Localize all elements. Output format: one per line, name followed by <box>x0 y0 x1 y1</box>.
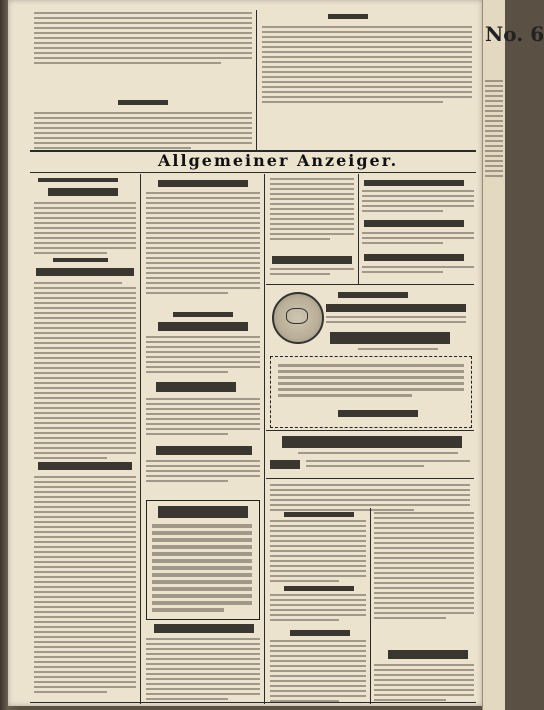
page-bottom-rule <box>30 702 476 703</box>
depot-city <box>358 348 438 353</box>
col2-heading-4 <box>154 624 254 633</box>
col2-ad-heading <box>158 506 248 518</box>
col1-text-2 <box>34 282 136 462</box>
ad-rule <box>266 430 474 431</box>
column-divider <box>264 174 265 704</box>
col1-text <box>34 202 136 257</box>
news-column-left-2 <box>34 112 252 152</box>
col2-text-2 <box>146 336 260 376</box>
company-seal-icon <box>272 292 324 344</box>
col2-ad-text <box>152 524 252 615</box>
col3-text-2 <box>270 268 354 278</box>
newspaper-page <box>8 0 482 706</box>
col3-table <box>270 640 366 705</box>
col4-heading-3 <box>364 254 464 261</box>
col3-text-3 <box>270 520 366 585</box>
extract-heading <box>282 436 462 448</box>
news-column-left <box>34 12 252 67</box>
col1-heading <box>38 178 118 182</box>
col3-text-4 <box>270 594 366 624</box>
col3-heading-4 <box>290 630 350 636</box>
column-divider <box>358 174 359 284</box>
depot-heading <box>338 292 408 298</box>
wide-ad-text <box>278 364 464 400</box>
col3-heading-2 <box>284 512 354 517</box>
col2-text-4 <box>146 460 260 485</box>
col4-text <box>362 190 474 215</box>
col4-text-5 <box>374 664 474 704</box>
next-page-text <box>485 80 503 180</box>
col3-heading-3 <box>284 586 354 591</box>
col4-text-3 <box>362 266 474 276</box>
col2-heading <box>158 180 248 187</box>
depot-name <box>330 332 450 344</box>
news-right-heading <box>328 14 368 19</box>
wide-ad-name <box>338 410 418 417</box>
extract-text-2 <box>306 460 470 470</box>
col3-heading <box>272 256 352 264</box>
depot-text <box>326 316 466 326</box>
col2-section-heading <box>173 312 233 317</box>
column-divider <box>370 508 371 704</box>
column-divider <box>256 10 257 150</box>
col1-big-heading-3 <box>38 462 132 470</box>
ad-rule <box>266 478 474 479</box>
news-left-heading <box>118 100 168 105</box>
depot-product <box>326 304 466 312</box>
col2-big-heading-3 <box>156 446 252 455</box>
col4-text-2 <box>362 232 474 247</box>
col2-text-5 <box>146 638 260 703</box>
col1-heading-2 <box>53 258 108 262</box>
col2-text-3 <box>146 398 260 438</box>
col4-heading-2 <box>364 220 464 227</box>
ad-rule-top <box>266 284 474 285</box>
news-column-right <box>262 26 472 106</box>
next-page-number: No. 6 <box>485 22 544 46</box>
extract-note <box>270 460 300 469</box>
col4-heading-4 <box>388 650 468 659</box>
col1-big-heading-2 <box>36 268 134 276</box>
col4-text-4 <box>374 512 474 622</box>
masthead-rule-bottom <box>30 172 476 173</box>
col2-big-heading-2 <box>156 382 236 392</box>
col3-text <box>270 178 354 243</box>
next-page-edge <box>482 0 544 710</box>
col2-big-heading <box>158 322 248 331</box>
col2-text <box>146 192 260 297</box>
col4-heading <box>364 180 464 186</box>
column-divider <box>140 174 141 704</box>
extract-text <box>298 452 458 457</box>
col1-big-heading <box>48 188 118 196</box>
masthead-title: Allgemeiner Anzeiger. <box>158 151 399 170</box>
col1-text-3 <box>34 476 136 696</box>
